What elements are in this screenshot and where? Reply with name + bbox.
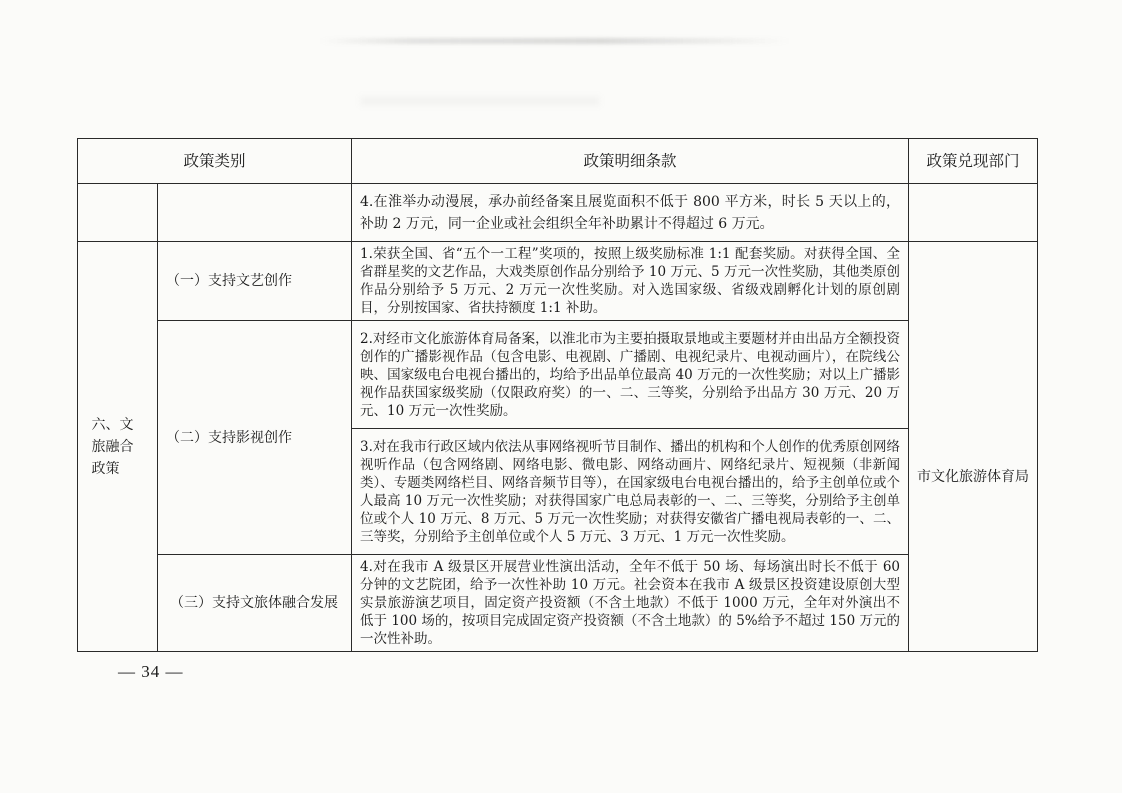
policy-table	[77, 138, 1038, 652]
policy-item-1: 1.荣获全国、省“五个一工程”奖项的，按照上级奖励标准 1:1 配套奖励。对获得全国、全省群星奖的文艺作品，大戏类原创作品分别给予 10 万元、5 万元一次性奖励，其他类原创作品分别给予 5 万元、2 万元一次性奖励。对入选国家级、省级戏剧孵化计划的原创剧目，分别按国家、省扶持额度 1:1 补助。	[352, 242, 909, 321]
table-row	[78, 184, 1038, 242]
header-category: 政策类别	[78, 139, 352, 184]
policy-item-4: 4.对在我市 A 级景区开展营业性演出活动，全年不低于 50 场、每场演出时长不低于 60 分钟的文艺院团，给予一次性补助 10 万元。社会资本在我市 A 级景区投资建设原创大型实景旅游演艺项目，固定资产投资额（不含土地款）不低于 1000 万元，全年对外演出不低于 100 场的，按项目完成固定资产投资额（不含土地款）的 5%给予不超过 150 万元的一次性补助。	[352, 555, 909, 652]
department-label: 市文化旅游体育局	[917, 468, 1030, 485]
empty-cell	[909, 184, 1038, 242]
category-cell	[78, 242, 158, 652]
category-label: 六、文旅融合政策	[91, 416, 134, 477]
empty-cell	[78, 184, 158, 242]
print-bleed-mark	[320, 38, 790, 44]
empty-cell	[158, 184, 352, 242]
table-header-row	[78, 139, 1038, 184]
header-details: 政策明细条款	[352, 139, 909, 184]
header-department: 政策兑现部门	[909, 139, 1038, 184]
department-cell	[909, 242, 1038, 652]
print-bleed-shadow	[360, 96, 600, 106]
policy-item-2: 2.对经市文化旅游体育局备案，以淮北市为主要拍摄取景地或主要题材并由出品方全额投资创作的广播影视作品（包含电影、电视剧、广播剧、电视纪录片、电视动画片），在院线公映、国家级电台电视台播出的，均给予出品单位最高 40 万元的一次性奖励；对以上广播影视作品获国家级奖励（仅限政府奖）的一、二、三等奖，分别给予出品方 30 万元、20 万元、10 万元一次性奖励。	[352, 321, 909, 429]
table-row	[78, 242, 1038, 321]
subcategory-film: （二）支持影视创作	[158, 321, 352, 555]
subcategory-literary: （一）支持文艺创作	[158, 242, 352, 321]
table-row	[78, 555, 1038, 652]
policy-item-3: 3.对在我市行政区域内依法从事网络视听节目制作、播出的机构和个人创作的优秀原创网络视听作品（包含网络剧、网络电影、微电影、网络动画片、网络纪录片、短视频（非新闻类）、专题类网络栏目、网络音频节目等），在国家级电台电视台播出的，给予主创单位或个人最高 10 万元一次性奖励；对获得国家广电总局表彰的一、二、三等奖，分别给予主创单位或个人 10 万元、8 万元、5 万元一次性奖励；对获得安徽省广播电视局表彰的一、二、三等奖，分别给予主创单位或个人 5 万元、3 万元、1 万元一次性奖励。	[352, 429, 909, 555]
page-number: — 34 —	[118, 662, 184, 681]
table-row	[78, 321, 1038, 429]
policy-item-continued: 4.在淮举办动漫展，承办前经备案且展览面积不低于 800 平方米，时长 5 天以上的，补助 2 万元，同一企业或社会组织全年补助累计不得超过 6 万元。	[352, 184, 909, 242]
subcategory-integration: （三）支持文旅体融合发展	[158, 555, 352, 652]
